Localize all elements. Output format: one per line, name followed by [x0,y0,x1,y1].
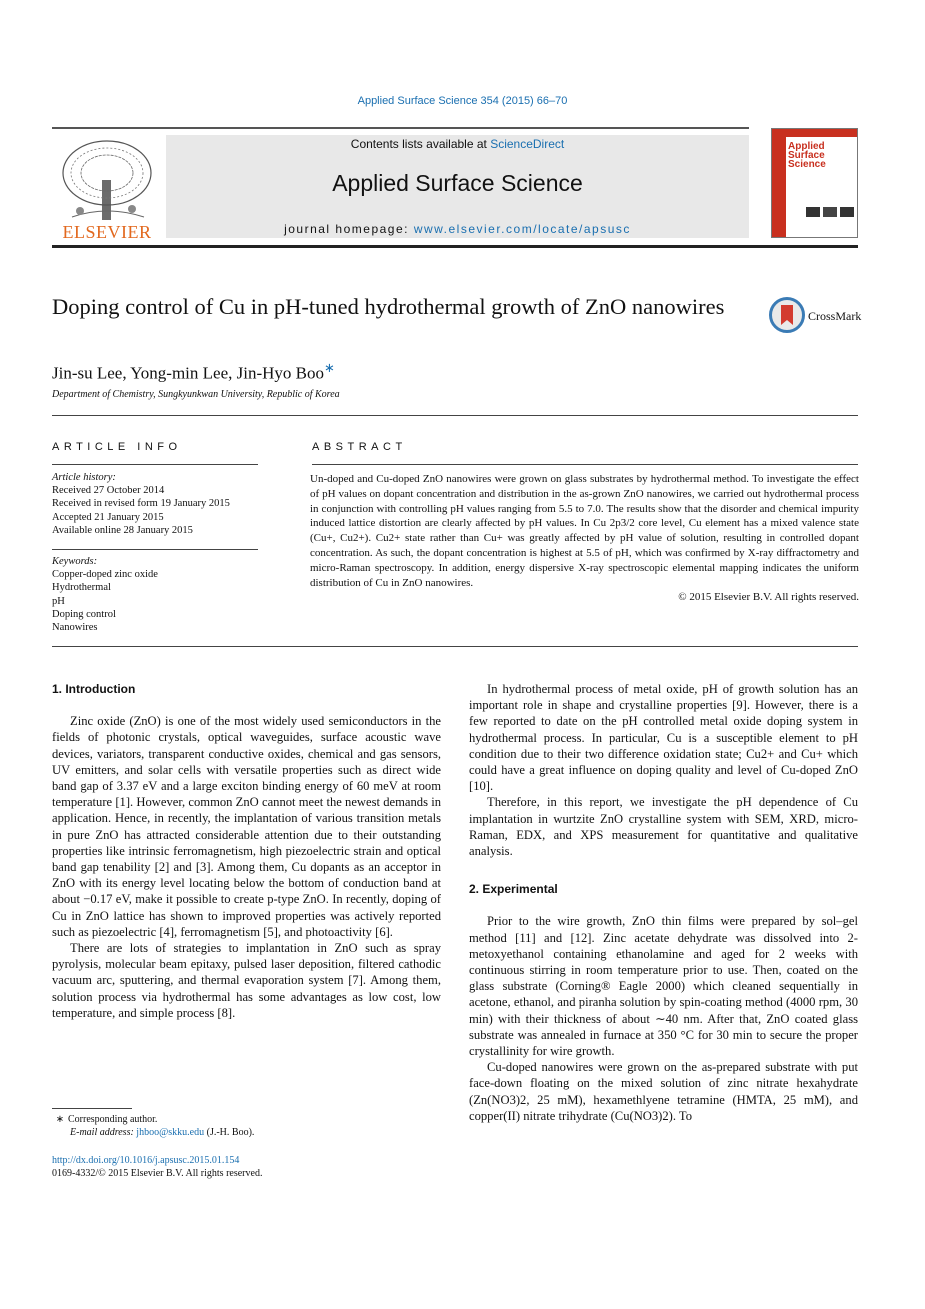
cover-title: Applied Surface Science [788,141,826,170]
keyword-item: Hydrothermal [52,582,111,594]
issn-line: 0169-4332/© 2015 Elsevier B.V. All rights reserved. [52,1168,263,1179]
journal-citation[interactable]: Applied Surface Science 354 (2015) 66–70 [357,95,568,107]
abstract-copyright: © 2015 Elsevier B.V. All rights reserved. [678,591,859,604]
cover-thumbnails-icon [806,205,856,220]
journal-name: Applied Surface Science [332,170,583,196]
crossmark-label[interactable]: CrossMark [808,309,862,323]
corresponding-marker[interactable]: ∗ [323,360,335,375]
keyword-item: Copper-doped zinc oxide [52,569,158,581]
elsevier-wordmark: ELSEVIER [62,222,152,242]
body-column-right [469,681,858,1124]
paragraph: Therefore, in this report, we investigate the pH dependence of Cu implantation in wurtzite ZnO crystalline system with SEM, XRD, micro-Raman, EDX, and XPS measurement for quantitative and qualitative analysis. [469,795,858,859]
abstract-bottom-rule [52,646,858,647]
email-line: E-mail address: jhboo@skku.edu (J.-H. Boo). [70,1127,255,1138]
article-info-rule [52,464,258,465]
section-heading-introduction: 1. Introduction [52,682,136,696]
corresponding-author-note: ∗ Corresponding author. [55,1114,158,1125]
paper-title: Doping control of Cu in pH-tuned hydrothermal growth of ZnO nanowires [52,294,725,319]
contents-line: Contents lists available at ScienceDirect [350,137,565,151]
section-heading-experimental: 2. Experimental [469,882,558,897]
keywords [52,555,262,634]
homepage-link[interactable]: www.elsevier.com/locate/apsusc [413,222,631,236]
abstract-text: Un-doped and Cu-doped ZnO nanowires were grown on glass substrates by hydrothermal method. To investigate the effect of pH values on dopant concentration and distribution in the as-grown ZnO nanowires, we carried out hydrothermal process in conjunction with controlling pH values ranging from 5.5 to 7.0. The results show that the disorder and chemical impurity induced lattice distortion are clearly affected by pH values. In Cu 2p3/2 core level, Cu element has a mixed valence state (Cu+, Cu2+). Cu2+ state rather than Cu+ was greatly affected by pH value of solution, resulting in controlled dopant concentration. As such, the dopant concentration is highest at 5.5 of pH, which was confirmed by X-ray diffractometry and micro-Raman spectroscopy. In addition, energy dispersive X-ray spectroscopic elemental mapping indicates the uniform distribution of Cu in ZnO nanowires. [310,473,859,589]
keywords-rule [52,549,258,550]
keywords-label: Keywords: [52,556,98,567]
email-link[interactable]: jhboo@skku.edu [136,1127,205,1138]
title-rule [52,415,858,416]
crossmark-icon[interactable] [769,297,805,333]
paragraph: Zinc oxide (ZnO) is one of the most widely used semiconductors in the fields of photonic crystals, optical waveguides, surface acoustic wave devices, variators, transparent conductive oxides, chemical and gas sensors, UV emitters, and solar cells with versatile properties such as direct wide band gap of 3.37 eV and a large exciton binding energy of 60 meV at room temperature [1]. However, common ZnO cannot meet the newest demands in application. Hence, in recently, the implantation of various transition metals in pure ZnO has attracted considerable attention due to their outstanding properties like intrinsic ferromagnetism, high piezoelectric strain and optical band gap tenability [2] and [3]. Among them, Cu dopants as an acceptor in ZnO with its energy level locating below the bottom of conduction band at about −0.17 eV, make it possible to create p-type ZnO. In recently, doping of Cu in ZnO lattice has shown to improved properties was actively reported such as piezoelectric [4], ferromagnetism [5], and photoactivity [6]. [52,714,441,939]
history-item: Received in revised form 19 January 2015 [52,498,230,510]
keyword-item: pH [52,595,65,607]
paragraph: There are lots of strategies to implantation in ZnO such as spray pyrolysis, molecular beam epitaxy, pulsed laser deposition, filtered cathodic vacuum arc, sputtering, and thermal evaporation system [7]. Among them, solution process via hydrothermal has some advantages as low cost, low temperature, and simple process [8]. [52,941,441,1020]
paragraph: Prior to the wire growth, ZnO thin films were prepared by sol–gel method [11] and [12]. Zinc acetate dehydrate was dissolved into 2-metoxyethanol containing ethanolamine and aged for 2 weeks with continuous stirring in room temperature prior to use. Then, coated on the glass substrate (Corning® Eagle 2000) which cleaned sequentially in acetone, ethanol, and piranha solution by spin-coating method (4000 rpm, 30 min) with their thickness of about ∼40 nm. After that, ZnO coated glass substrate was annealed in furnace at 350 °C for 30 min to secure the proper crystallinity for wire growth. [469,914,858,1059]
paragraph: Cu-doped nanowires were grown on the as-prepared substrate with put face-down floating on the mixed solution of zinc nitrate hexahydrate (Zn(NO3)2, 25 mM), hexamethlyene tetramine (HMTA, 25 mM), and copper(II) nitrate trihydrate (Cu(NO3)2). To [469,1060,858,1123]
footnote-rule [52,1108,132,1109]
authors: Jin-su Lee, Yong-min Lee, Jin-Hyo Boo∗ [52,360,335,383]
affiliation: Department of Chemistry, Sungkyunkwan University, Republic of Korea [52,389,340,400]
abstract-rule [312,464,858,465]
journal-homepage: journal homepage: www.elsevier.com/locate/apsusc [284,222,631,236]
body-column-left [52,681,441,1021]
header-rule [52,127,749,129]
sciencedirect-link[interactable]: ScienceDirect [490,137,565,151]
paragraph: In hydrothermal process of metal oxide, pH of growth solution has an important role in shape and crystalline properties [9]. However, there is a few reported to date on the pH controlled metal oxide doping system in hydrothermal process. In particular, Cu is a susceptible element to pH condition due to their two difference oxidation state; Cu2+ and Cu+ which could have a great influence on doping quality and level of Cu-doped ZnO [10]. [469,682,858,794]
article-info-heading: ARTICLE INFO [52,441,182,453]
history-label: Article history: [52,472,116,483]
keyword-item: Nanowires [52,622,98,634]
abstract-heading: ABSTRACT [312,441,407,453]
doi-block [52,1154,452,1180]
history-item: Available online 28 January 2015 [52,524,193,536]
footnote [52,1113,452,1139]
history-item: Received 27 October 2014 [52,485,165,497]
doi-link[interactable]: http://dx.doi.org/10.1016/j.apsusc.2015.01.154 [52,1155,240,1166]
article-history [52,471,262,537]
keyword-item: Doping control [52,608,116,620]
abstract-body [310,472,859,605]
header-thick-rule [52,245,858,248]
history-item: Accepted 21 January 2015 [52,511,164,523]
